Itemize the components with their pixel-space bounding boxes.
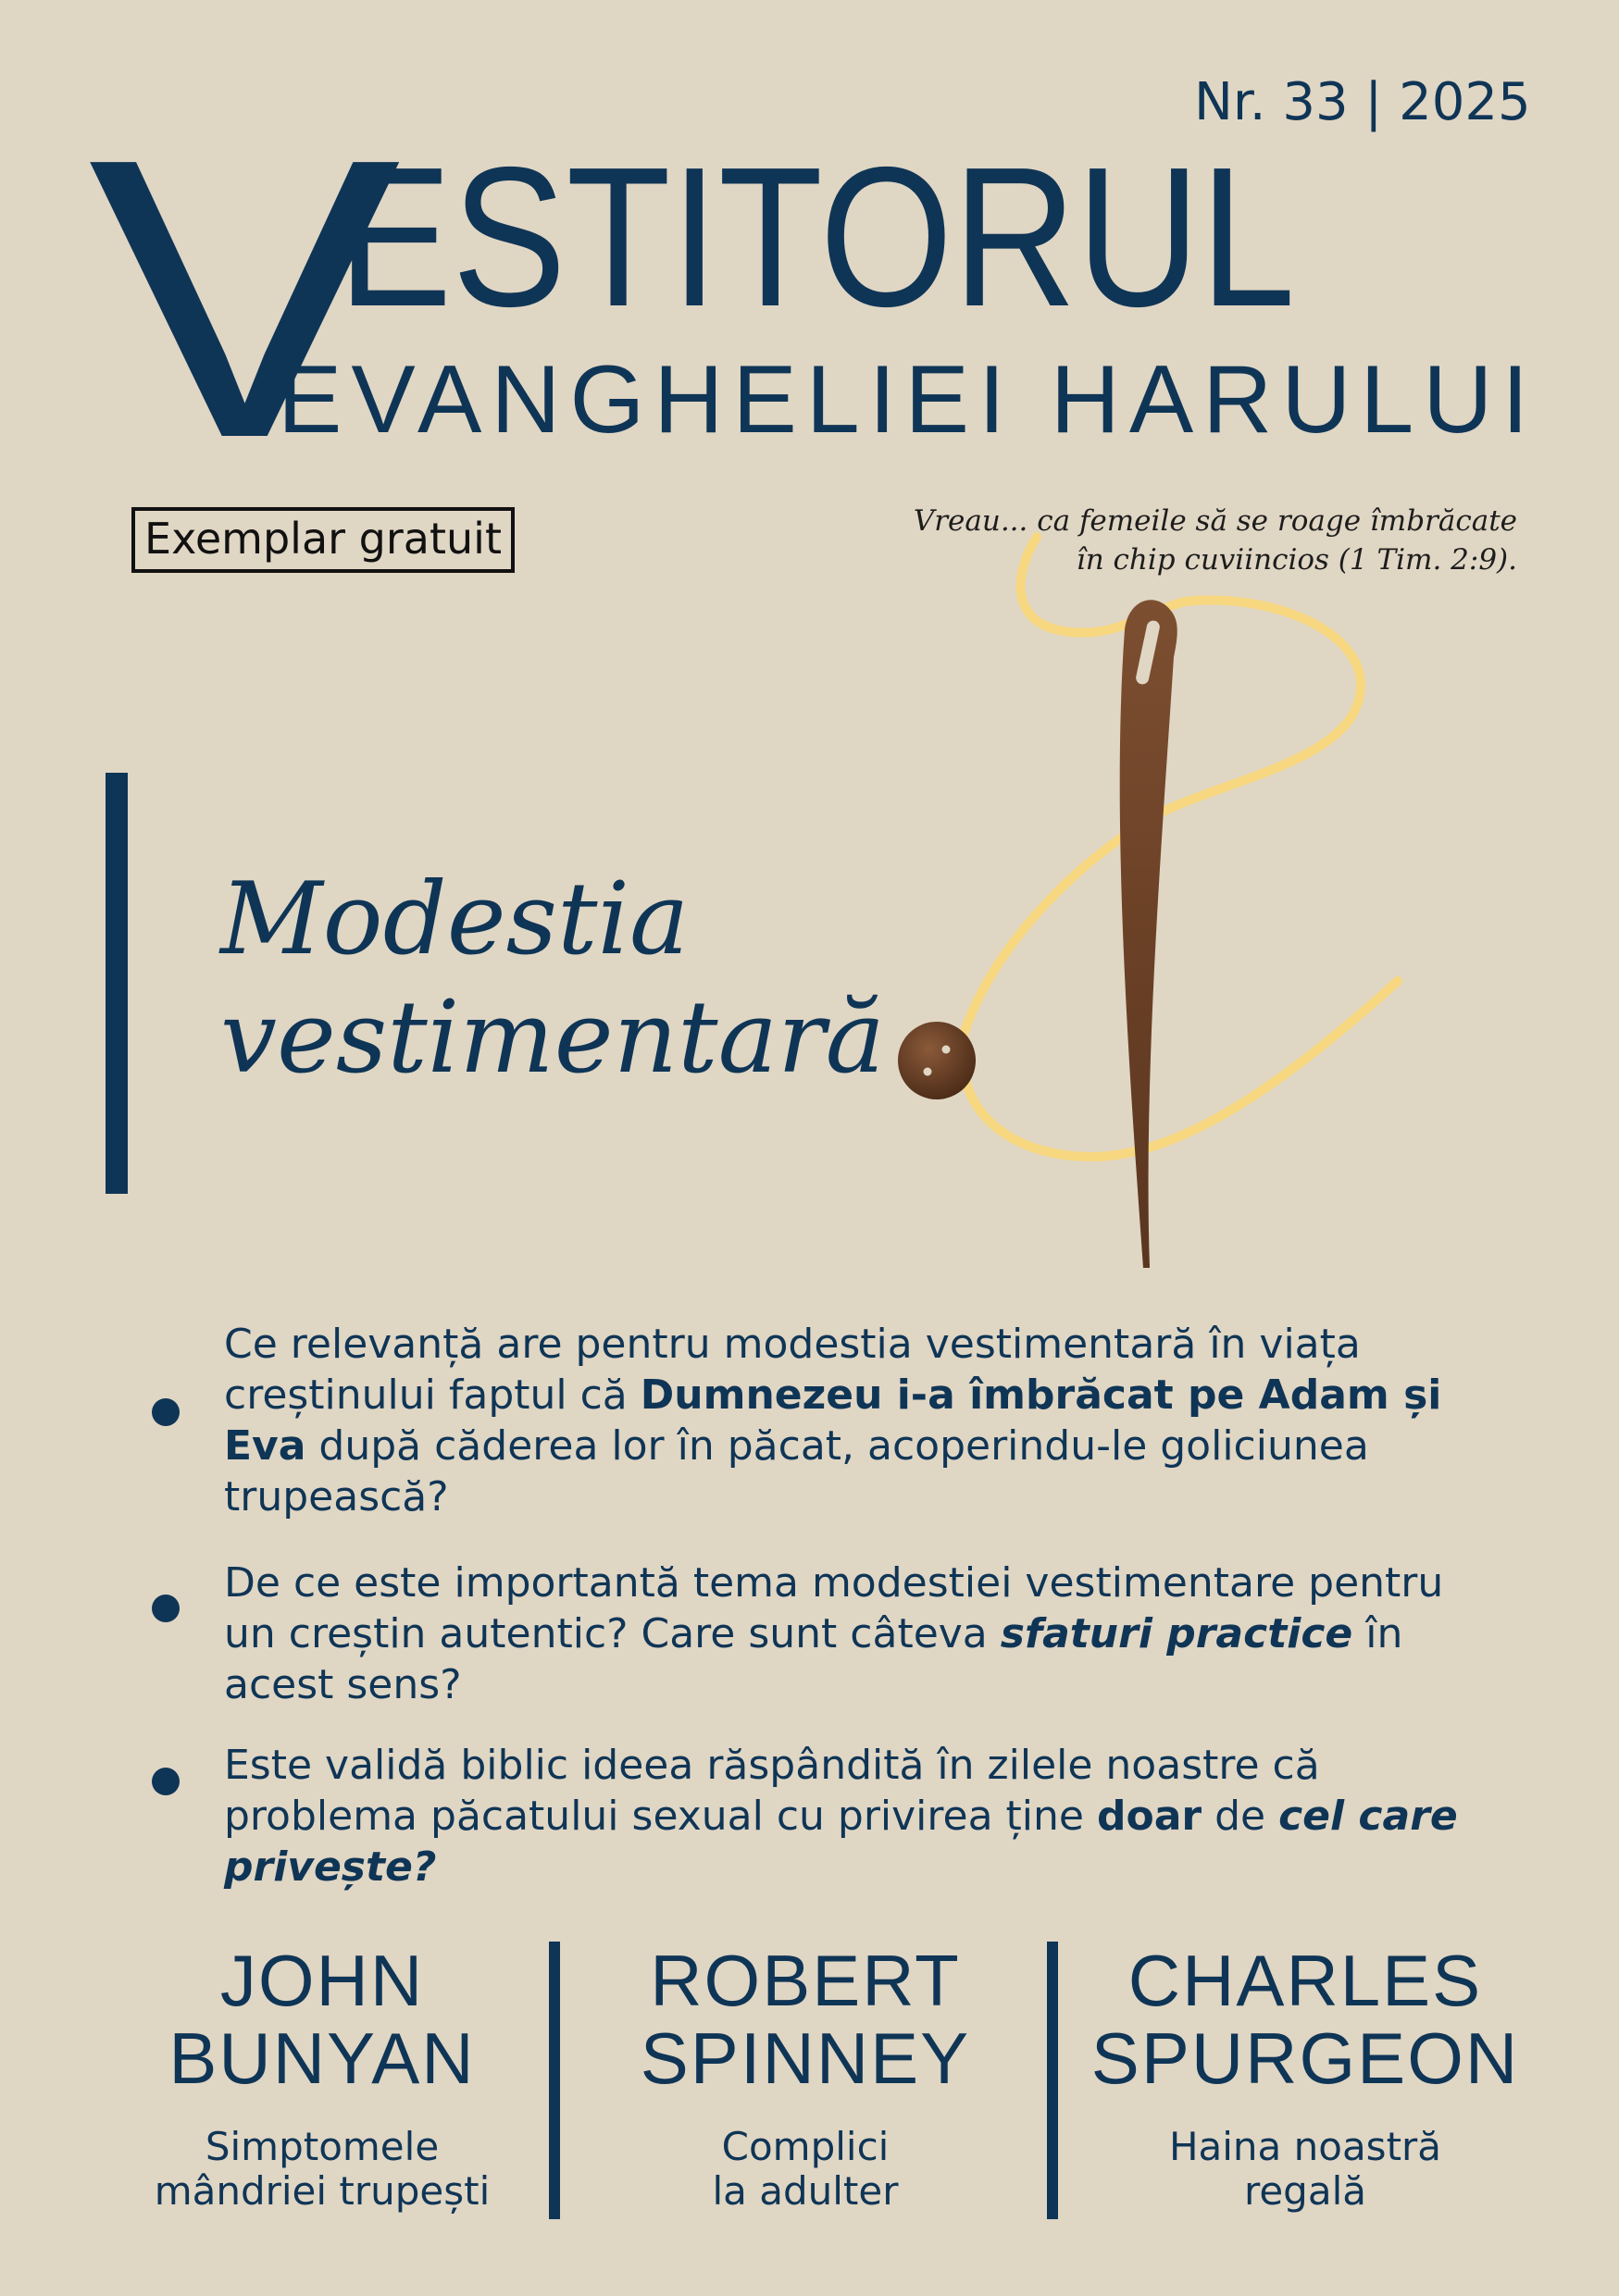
question-item: Ce relevanță are pentru modestia vestimentară în viața creștinului faptul că Dumnezeu i-a îmbrăcat pe Adam și Eva după căderea lor în păcat, acoperindu-le goliciunea trupească? xyxy=(139,1319,1490,1522)
masthead-subtitle: EVANGHELIEI HARULUI xyxy=(278,346,1538,453)
questions-list xyxy=(139,1319,1490,1920)
free-copy-badge: Exemplar gratuit xyxy=(131,507,515,573)
verse-line-2: în chip cuviincios (1 Tim. 2:9). xyxy=(1076,543,1517,577)
author-last-name: SPURGEON xyxy=(1090,2017,1520,2099)
issue-number: Nr. 33 | 2025 xyxy=(1194,72,1531,132)
feature-accent-bar xyxy=(106,773,128,1194)
author-spurgeon xyxy=(1065,1942,1546,2214)
feature-title-line-2: vestimentară xyxy=(220,980,885,1096)
article-title: Haina noastră regală xyxy=(1168,2124,1442,2214)
question-item: Este validă biblic ideea răspândită în zilele noastre că problema păcatului sexual cu privirea ține doar de cel care privește? xyxy=(139,1740,1490,1893)
needle-thread-illustration xyxy=(879,518,1481,1333)
bullet-icon xyxy=(152,1768,180,1795)
author-first-name: JOHN xyxy=(219,1940,425,2021)
author-divider xyxy=(549,1942,560,2219)
author-last-name: BUNYAN xyxy=(168,2017,476,2099)
article-title: Complici la adulter xyxy=(712,2124,899,2214)
article-title: Simptomele mândriei trupești xyxy=(154,2124,491,2214)
masthead-initial-letter: V xyxy=(88,77,402,521)
author-first-name: ROBERT xyxy=(650,1940,961,2021)
author-spinney xyxy=(565,1942,1046,2214)
author-first-name: CHARLES xyxy=(1127,1940,1483,2021)
author-bunyan xyxy=(81,1942,563,2214)
bullet-icon xyxy=(152,1595,180,1622)
feature-title xyxy=(220,861,885,1098)
button-icon xyxy=(898,1022,976,1099)
feature-title-line-1: Modestia xyxy=(220,862,690,977)
masthead-title: ESTITORUL xyxy=(338,125,1296,348)
thread-line xyxy=(962,537,1398,1157)
question-item: De ce este importantă tema modestiei vestimentare pentru un creștin autentic? Care sunt câteva sfaturi practice în acest sens? xyxy=(139,1558,1490,1710)
author-divider xyxy=(1047,1942,1058,2219)
bullet-icon xyxy=(152,1398,180,1426)
author-last-name: SPINNEY xyxy=(640,2017,971,2099)
verse-line-1: Vreau... ca femeile să se roage îmbrăcate xyxy=(913,504,1517,538)
